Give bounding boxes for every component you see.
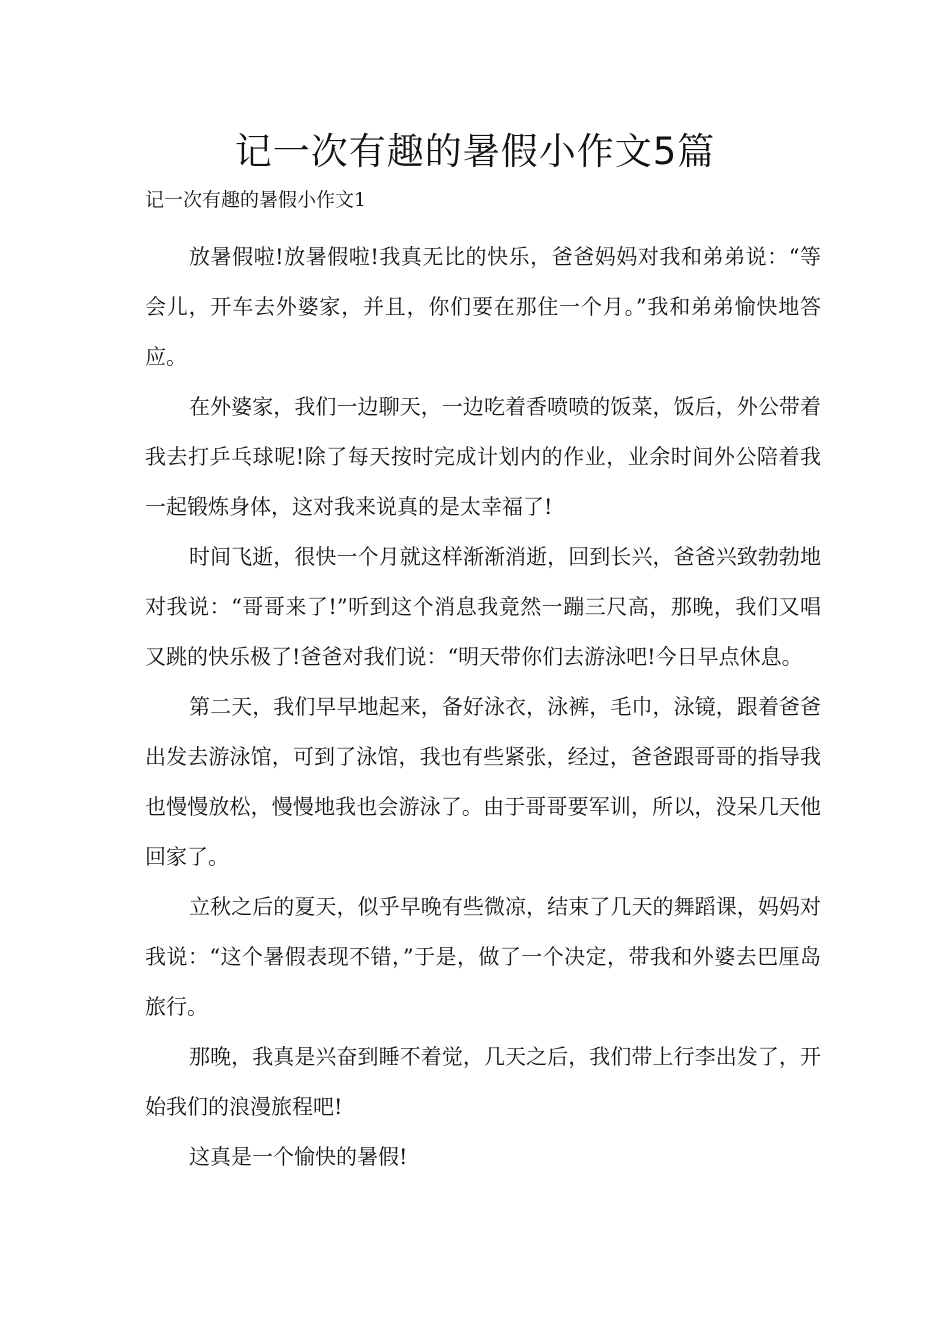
section-heading: 记一次有趣的暑假小作文1	[145, 189, 367, 211]
document-title: 记一次有趣的暑假小作文5篇	[234, 130, 716, 173]
paragraph-6: 那晚，我真是兴奋到睡不着觉，几天之后，我们带上行李出发了，开始我们的浪漫旅程吧!	[145, 1045, 821, 1119]
paragraph-2: 在外婆家，我们一边聊天，一边吃着香喷喷的饭菜，饭后，外公带着我去打乒乓球呢!除了每天按时完成计划内的作业，业余时间外公陪着我一起锻炼身体，这对我来说真的是太幸福了!	[145, 395, 821, 519]
paragraph-7: 这真是一个愉快的暑假!	[189, 1145, 408, 1169]
paragraph-4: 第二天，我们早早地起来，备好泳衣，泳裤，毛巾，泳镜，跟着爸爸出发去游泳馆，可到了泳馆，我也有些紧张，经过，爸爸跟哥哥的指导我也慢慢放松，慢慢地我也会游泳了。由于哥哥要军训，所以，没呆几天他回家了。	[145, 695, 821, 869]
paragraph-3: 时间飞逝，很快一个月就这样渐渐消逝，回到长兴，爸爸兴致勃勃地对我说：“哥哥来了!”听到这个消息我竟然一蹦三尺高，那晚，我们又唱又跳的快乐极了!爸爸对我们说：“明天带你们去游泳吧!今日早点休息。	[145, 545, 821, 669]
essay-body	[145, 232, 821, 1182]
paragraph-5: 立秋之后的夏天，似乎早晚有些微凉，结束了几天的舞蹈课，妈妈对我说：“这个暑假表现不错，”于是，做了一个决定，带我和外婆去巴厘岛旅行。	[145, 895, 821, 1019]
paragraph-1: 放暑假啦!放暑假啦!我真无比的快乐，爸爸妈妈对我和弟弟说：“等会儿，开车去外婆家，并且，你们要在那住一个月。”我和弟弟愉快地答应。	[145, 245, 821, 369]
